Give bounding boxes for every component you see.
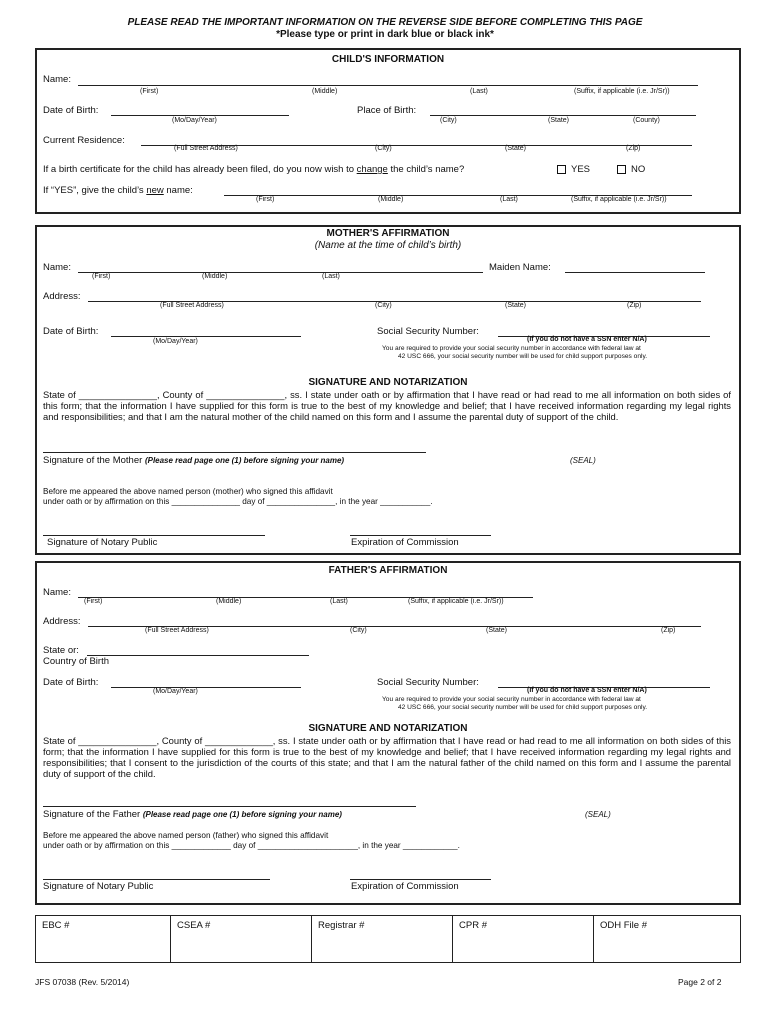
- new-middle-caption: (Middle): [378, 196, 404, 203]
- father-ssn-label: Social Security Number:: [377, 677, 479, 688]
- mother-maiden-label: Maiden Name:: [489, 262, 551, 273]
- father-street-caption: (Full Street Address): [145, 627, 209, 634]
- father-ssn-text2: 42 USC 666, your social security number will be used for child support purposes only.: [398, 704, 648, 711]
- child-section-title: CHILD'S INFORMATION: [331, 54, 445, 65]
- father-seal: (SEAL): [585, 810, 611, 819]
- mother-signature-title: SIGNATURE AND NOTARIZATION: [308, 377, 468, 388]
- cpr-label: CPR #: [459, 920, 487, 931]
- ebc-cell[interactable]: [36, 916, 170, 962]
- mother-street-caption: (Full Street Address): [160, 302, 224, 309]
- change-name-question: If a birth certificate for the child has already been filed, do you now wish to change the child’s name?: [43, 164, 465, 175]
- father-expiration-label: Expiration of Commission: [351, 881, 459, 892]
- child-middle-caption: (Middle): [312, 88, 338, 95]
- mother-name-field[interactable]: [78, 272, 483, 273]
- mother-ssn-note: (If you do not have a SSN enter N/A): [527, 336, 647, 343]
- father-notary-label: Signature of Notary Public: [43, 881, 154, 892]
- mother-dob-caption: (Mo/Day/Year): [153, 338, 198, 345]
- mother-expiration-field[interactable]: [350, 535, 491, 536]
- child-last-caption: (Last): [470, 88, 488, 95]
- yes-label: YES: [571, 164, 591, 175]
- mother-expiration-label: Expiration of Commission: [351, 537, 459, 548]
- father-signature-title: SIGNATURE AND NOTARIZATION: [308, 723, 468, 734]
- mother-last-caption: (Last): [322, 273, 340, 280]
- odh-file-cell[interactable]: [593, 916, 740, 962]
- father-state-caption: (State): [486, 627, 508, 634]
- child-first-caption: (First): [140, 88, 159, 95]
- father-middle-caption: (Middle): [216, 598, 242, 605]
- father-signature-field[interactable]: [43, 806, 416, 807]
- child-dob-label: Date of Birth:: [43, 105, 99, 116]
- mother-ssn-text2: 42 USC 666, your social security number will be used for child support purposes only.: [398, 353, 648, 360]
- mother-zip-caption: (Zip): [627, 302, 642, 309]
- father-signature-label: Signature of the Father (Please read page one (1) before signing your name): [43, 809, 342, 820]
- form-id: JFS 07038 (Rev. 5/2014): [35, 977, 130, 987]
- child-pob-label: Place of Birth:: [357, 105, 417, 116]
- father-ssn-text1: You are required to provide your social security number in accordance with federal law at: [382, 696, 641, 703]
- child-residence-label: Current Residence:: [43, 135, 125, 146]
- father-address-label: Address:: [43, 616, 81, 627]
- mother-notary-signature-field[interactable]: [43, 535, 265, 536]
- father-dob-field[interactable]: [111, 687, 301, 688]
- no-checkbox[interactable]: [617, 165, 626, 174]
- father-affidavit-text: State of _______________, County of _____________, ss. I state under oath or by affirmation that I have read or had read to me all information on both sides of this form; that the information I have supplied for this form is true to the best of my knowledge and belief; that I have received information regarding my legal rights and responsibilities; that I consent to the jurisdiction of the courts of this state; and that I am the natural father of the child named on this form and I assume the parental duty of support of the child.: [43, 735, 731, 779]
- cpr-cell[interactable]: [452, 916, 593, 962]
- father-expiration-field[interactable]: [350, 879, 491, 880]
- mother-first-caption: (First): [92, 273, 111, 280]
- father-suffix-caption: (Suffix, if applicable (i.e. Jr/Sr)): [408, 598, 504, 605]
- mother-state-caption: (State): [505, 302, 527, 309]
- child-name-label: Name:: [43, 74, 71, 85]
- child-city-caption: (City): [375, 145, 392, 152]
- father-notary-text2: under oath or by affirmation on this _____________ day of ______________________, in the year ____________.: [43, 841, 460, 850]
- father-zip-caption: (Zip): [661, 627, 676, 634]
- father-state-or-label: State or:: [43, 645, 79, 656]
- child-pob-county-caption: (County): [633, 117, 660, 124]
- new-name-label: If “YES”, give the child’s new name:: [43, 185, 193, 196]
- father-dob-caption: (Mo/Day/Year): [153, 688, 198, 695]
- ebc-label: EBC #: [42, 920, 70, 931]
- mother-dob-label: Date of Birth:: [43, 326, 99, 337]
- registrar-cell[interactable]: [311, 916, 452, 962]
- child-pob-city-caption: (City): [440, 117, 457, 124]
- father-city-caption: (City): [350, 627, 367, 634]
- father-country-label: Country of Birth: [43, 656, 109, 667]
- child-pob-state-caption: (State): [548, 117, 570, 124]
- mother-middle-caption: (Middle): [202, 273, 228, 280]
- mother-ssn-text1: You are required to provide your social security number in accordance with federal law at: [382, 345, 641, 352]
- mother-signature-field[interactable]: [43, 452, 426, 453]
- child-pob-field[interactable]: [430, 115, 696, 116]
- child-state-caption: (State): [505, 145, 527, 152]
- mother-notary-label: Signature of Notary Public: [47, 537, 158, 548]
- new-first-caption: (First): [256, 196, 275, 203]
- father-first-caption: (First): [84, 598, 103, 605]
- mother-maiden-field[interactable]: [565, 272, 705, 273]
- no-label: NO: [631, 164, 646, 175]
- mother-signature-label: Signature of the Mother (Please read page one (1) before signing your name): [43, 455, 345, 466]
- mother-section-title: MOTHER'S AFFIRMATION: [326, 228, 450, 239]
- child-street-caption: (Full Street Address): [174, 145, 238, 152]
- mother-notary-text2: under oath or by affirmation on this _______________ day of _______________, in the year ___________.: [43, 497, 433, 506]
- father-notary-text1: Before me appeared the above named person (father) who signed this affidavit: [43, 831, 329, 840]
- registrar-label: Registrar #: [318, 920, 365, 931]
- csea-cell[interactable]: [170, 916, 311, 962]
- new-suffix-caption: (Suffix, if applicable (i.e. Jr/Sr)): [571, 196, 667, 203]
- csea-label: CSEA #: [177, 920, 211, 931]
- father-notary-signature-field[interactable]: [43, 879, 270, 880]
- child-zip-caption: (Zip): [626, 145, 641, 152]
- child-suffix-caption: (Suffix, if applicable (i.e. Jr/Sr)): [574, 88, 670, 95]
- mother-city-caption: (City): [375, 302, 392, 309]
- father-dob-label: Date of Birth:: [43, 677, 99, 688]
- office-use-table: [35, 915, 741, 963]
- child-name-field[interactable]: [78, 85, 698, 86]
- mother-dob-field[interactable]: [111, 336, 301, 337]
- header-notice: PLEASE READ THE IMPORTANT INFORMATION ON THE REVERSE SIDE BEFORE COMPLETING THIS PAGE: [127, 17, 643, 28]
- mother-affidavit-text: State of _______________, County of _______________, ss. I state under oath or by affirmation that I have read or had read to me all information on both sides of this form; that the information I have supplied for this form is true to the best of my knowledge and belief; that I have received information regarding my legal rights and responsibilities; and that I am the natural mother of the child named on this form and I assume the parental duty of support of the child.: [43, 389, 731, 422]
- father-birth-state-field[interactable]: [87, 655, 309, 656]
- father-section-title: FATHER'S AFFIRMATION: [328, 565, 448, 576]
- odh-file-label: ODH File #: [600, 920, 647, 931]
- mother-ssn-label: Social Security Number:: [377, 326, 479, 337]
- new-last-caption: (Last): [500, 196, 518, 203]
- page-number: Page 2 of 2: [678, 977, 722, 987]
- mother-seal: (SEAL): [570, 456, 596, 465]
- father-ssn-note: (If you do not have a SSN enter N/A): [527, 687, 647, 694]
- child-dob-caption: (Mo/Day/Year): [172, 117, 217, 124]
- mother-name-label: Name:: [43, 262, 71, 273]
- yes-checkbox[interactable]: [557, 165, 566, 174]
- ink-instruction: *Please type or print in dark blue or black ink*: [276, 29, 494, 40]
- father-last-caption: (Last): [330, 598, 348, 605]
- child-dob-field[interactable]: [111, 115, 289, 116]
- mother-address-label: Address:: [43, 291, 81, 302]
- mother-section-subtitle: (Name at the time of child’s birth): [314, 240, 462, 251]
- father-name-label: Name:: [43, 587, 71, 598]
- mother-notary-text1: Before me appeared the above named person (mother) who signed this affidavit: [43, 487, 333, 496]
